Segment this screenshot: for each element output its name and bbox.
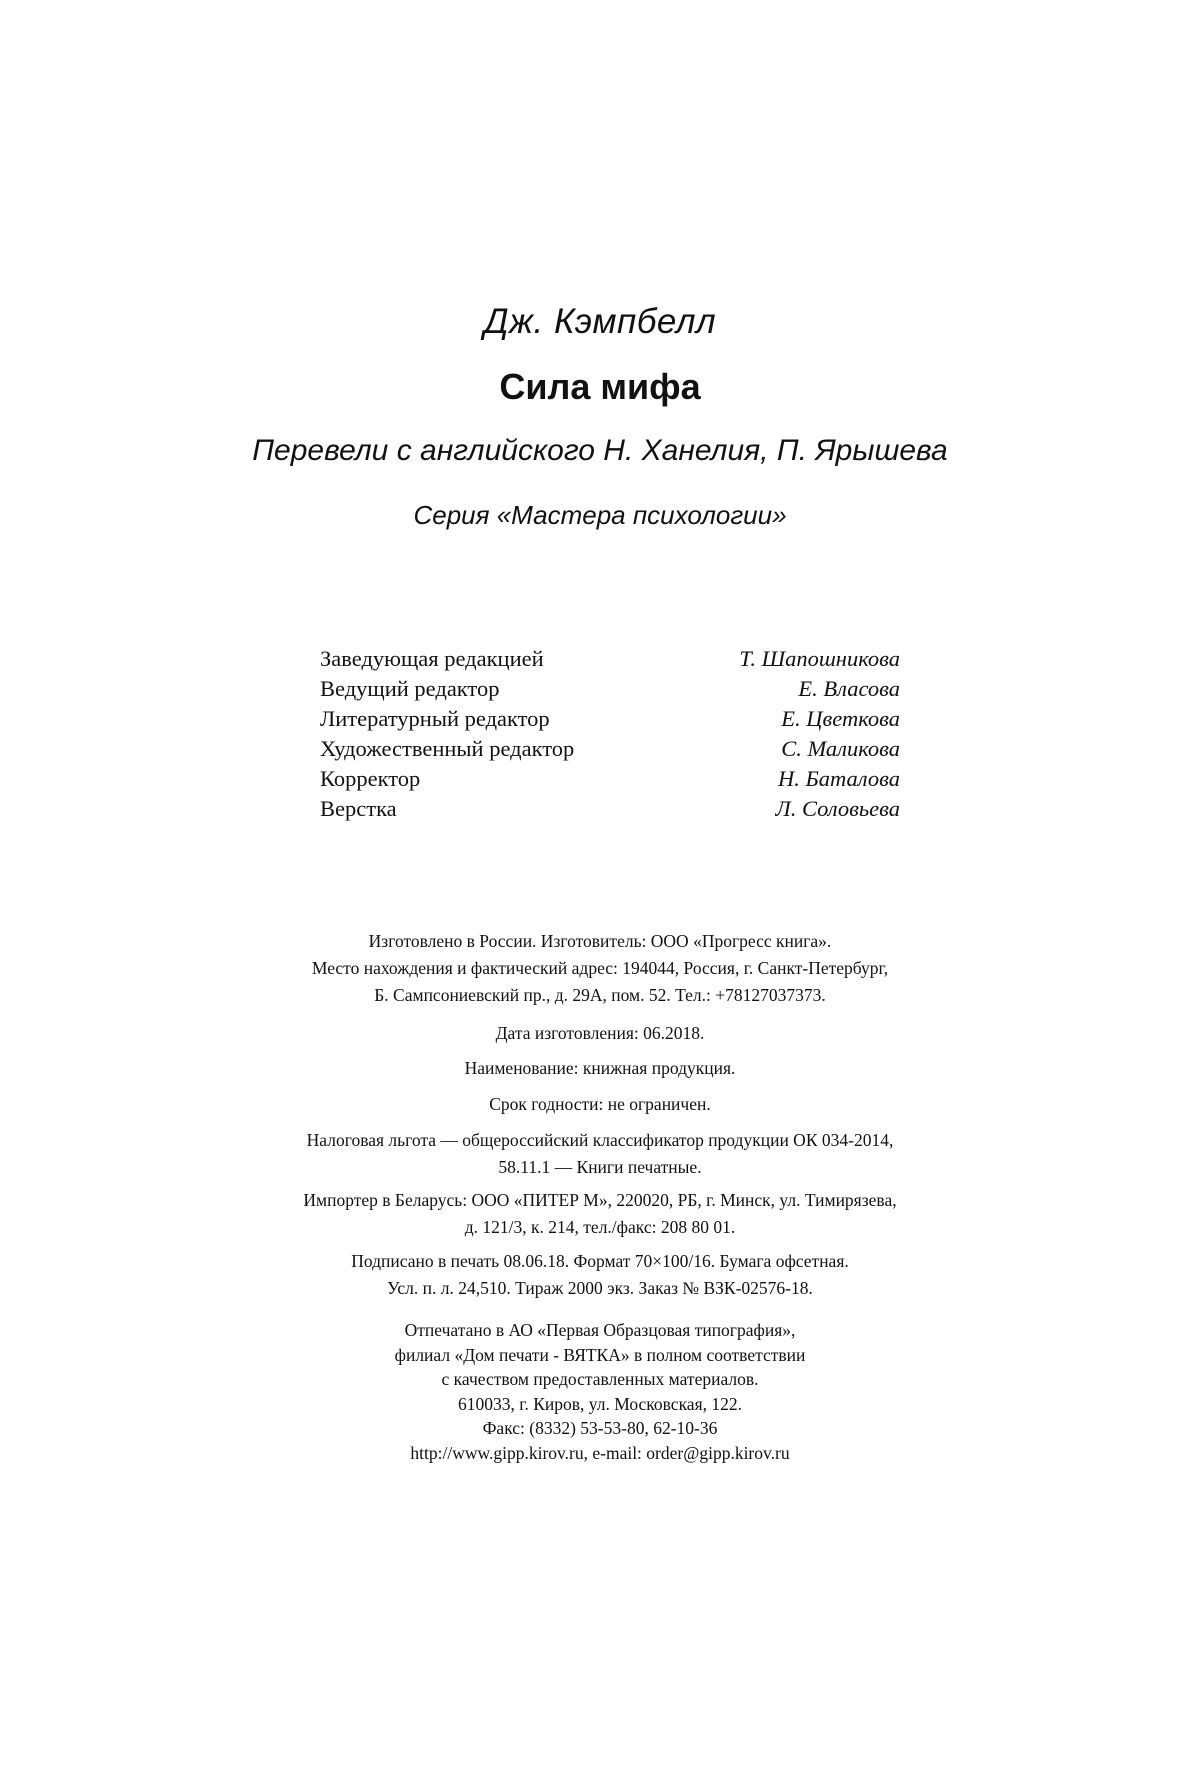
imprint-line: Факс: (8332) 53-53-80, 62-10-36 [482, 1418, 718, 1438]
book-title: Сила мифа [499, 366, 701, 407]
imprint-line: Подписано в печать 08.06.18. Формат 70×100/16. Бумага офсетная. [351, 1251, 849, 1271]
staff-role: Художественный редактор [320, 736, 575, 761]
imprint-line: Срок годности: не ограничен. [489, 1094, 711, 1114]
staff-row [320, 734, 900, 764]
staff-role: Верстка [320, 796, 397, 821]
imprint-line: д. 121/3, к. 214, тел./факс: 208 80 01. [464, 1217, 736, 1237]
staff-row [320, 794, 900, 824]
book-translators: Перевели с английского Н. Ханелия, П. Ярышева [252, 434, 948, 467]
imprint-line: 58.11.1 — Книги печатные. [498, 1157, 702, 1177]
imprint-line: Наименование: книжная продукция. [464, 1058, 736, 1078]
product-name [0, 1055, 1200, 1082]
imprint-line: Импортер в Беларусь: ООО «ПИТЕР М», 220020, РБ, г. Минск, ул. Тимирязева, [303, 1190, 897, 1210]
imprint-line: филиал «Дом печати - ВЯТКА» в полном соответствии [394, 1344, 806, 1365]
tax-benefit [0, 1127, 1200, 1181]
printer-info [0, 1318, 1200, 1465]
staff-role: Ведущий редактор [320, 676, 500, 701]
importer-info [0, 1187, 1200, 1241]
imprint-line: с качеством предоставленных материалов. [441, 1369, 759, 1389]
imprint-line: Б. Сампсониевский пр., д. 29А, пом. 52. Тел.: +78127037373. [374, 985, 826, 1005]
manufacture-date [0, 1020, 1200, 1047]
printer-contact-line: http://www.gipp.kirov.ru, e-mail: order@gipp.kirov.ru [410, 1442, 790, 1463]
book-series: Серия «Мастера психологии» [413, 500, 787, 530]
editorial-staff-list [320, 644, 900, 824]
staff-name: Е. Цветкова [781, 706, 900, 731]
staff-row [320, 674, 900, 704]
staff-name: Т. Шапошникова [739, 646, 900, 671]
staff-role: Литературный редактор [320, 706, 550, 731]
imprint-line: Налоговая льгота — общероссийский классификатор продукции ОК 034-2014, [306, 1130, 894, 1150]
print-details [0, 1248, 1200, 1302]
staff-name: Л. Соловьева [775, 796, 900, 821]
imprint-line: Отпечатано в АО «Первая Образцовая типография», [404, 1320, 796, 1340]
imprint-line: 610033, г. Киров, ул. Московская, 122. [457, 1393, 743, 1414]
staff-name: Н. Баталова [778, 766, 900, 791]
staff-role: Корректор [320, 766, 421, 791]
imprint-line: Место нахождения и фактический адрес: 194044, Россия, г. Санкт-Петербург, [311, 958, 889, 978]
imprint-line: Дата изготовления: 06.2018. [495, 1023, 705, 1043]
book-author: Дж. Кэмпбелл [483, 302, 717, 341]
shelf-life [0, 1091, 1200, 1118]
staff-row [320, 644, 900, 674]
staff-row [320, 704, 900, 734]
staff-row [320, 764, 900, 794]
staff-role: Заведующая редакцией [320, 646, 544, 671]
imprint-line: Изготовлено в России. Изготовитель: ООО «Прогресс книга». [368, 931, 832, 951]
staff-name: Е. Власова [798, 676, 900, 701]
staff-name: С. Маликова [781, 736, 900, 761]
manufacturer-info [0, 928, 1200, 1009]
imprint-line: Усл. п. л. 24,510. Тираж 2000 экз. Заказ № ВЗК-02576-18. [387, 1278, 813, 1298]
